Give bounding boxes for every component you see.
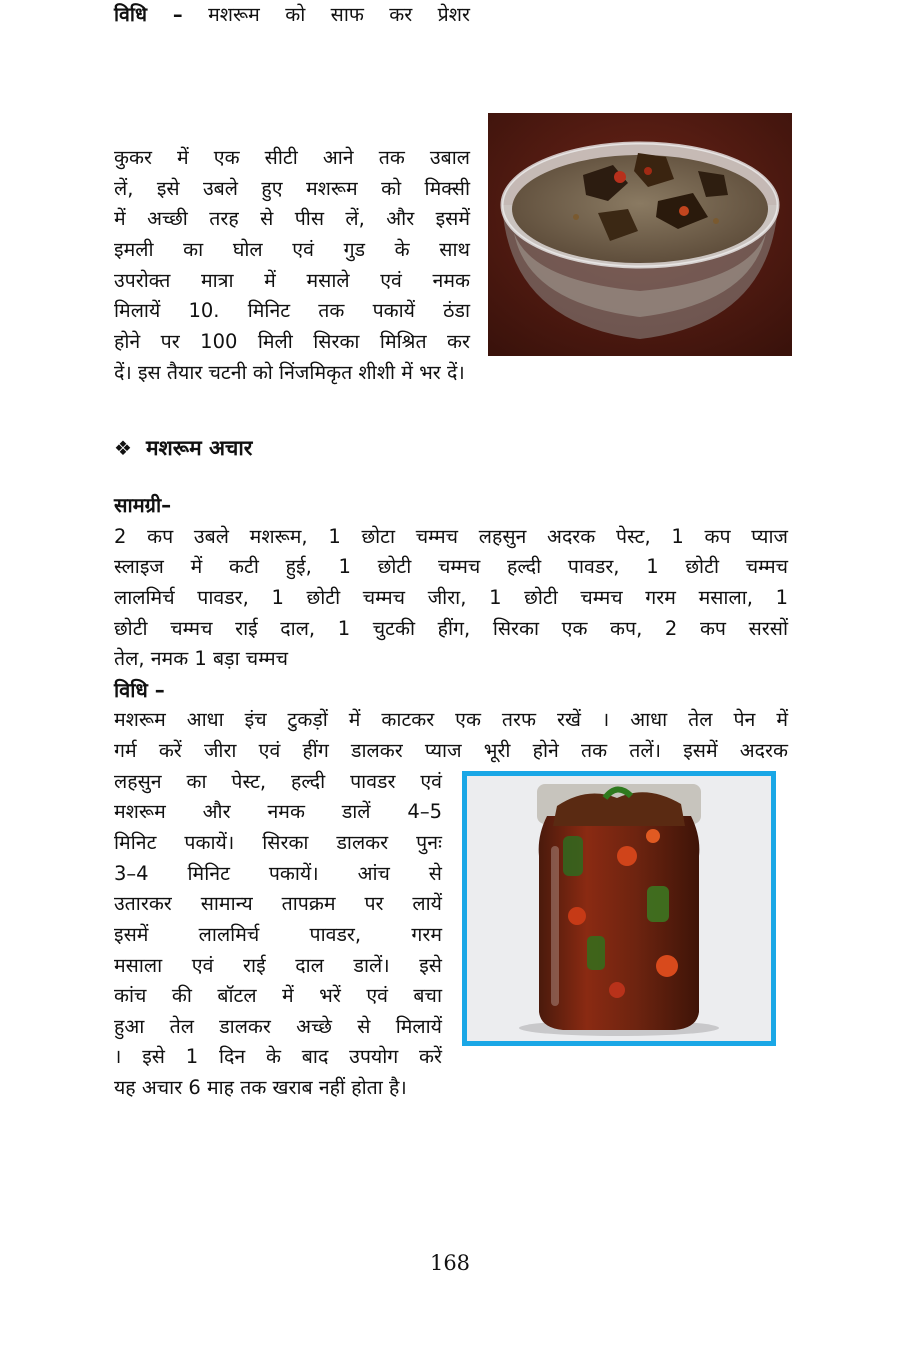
method1-line-1: विधि – मशरूम को साफ कर प्रेशर <box>114 3 470 26</box>
method2-label: विधि – <box>114 678 165 702</box>
method1-line-4: में अच्छी तरह से पीस लें, और इसमें <box>114 207 470 230</box>
method2-line-11: हुआ तेल डालकर अच्छे से मिलायें <box>114 1015 442 1038</box>
ingredients-line-4: छोटी चम्मच राई दाल, 1 चुटकी हींग, सिरका एक कप, 2 कप सरसों <box>114 617 788 640</box>
method2-line-4: मशरूम और नमक डालें 4–5 <box>114 800 442 823</box>
method1-line-8: होने पर 100 मिली सिरका मिश्रित कर <box>114 330 470 353</box>
method2-line-13: यह अचार 6 माह तक खराब नहीं होता है। <box>114 1076 407 1099</box>
method2-line-12: । इसे 1 दिन के बाद उपयोग करें <box>114 1045 442 1068</box>
ingredients-line-5: तेल, नमक 1 बड़ा चम्मच <box>114 647 289 670</box>
method1-line-7: मिलायें 10. मिनिट तक पकायें ठंडा <box>114 299 470 322</box>
method1-label: विधि – <box>114 3 183 26</box>
method2-line-5: मिनिट पकायें। सिरका डालकर पुनः <box>114 831 442 854</box>
method2-line-10: कांच की बॉटल में भरें एवं बचा <box>114 984 442 1007</box>
ingredients-line-1: 2 कप उबले मशरूम, 1 छोटा चम्मच लहसुन अदरक पेस्ट, 1 कप प्याज <box>114 525 788 548</box>
ingredients-line-2: स्लाइज में कटी हुई, 1 छोटी चम्मच हल्दी पावडर, 1 छोटी चम्मच <box>114 555 788 578</box>
method1-line-2: कुकर में एक सीटी आने तक उबाल <box>114 146 470 169</box>
ingredients-line-3: लालमिर्च पावडर, 1 छोटी चम्मच जीरा, 1 छोटी चम्मच गरम मसाला, 1 <box>114 586 788 609</box>
section-title: मशरूम अचार <box>145 436 253 460</box>
page-number: 168 <box>429 1251 471 1275</box>
method2-line-8: इसमें लालमिर्च पावडर, गरम <box>114 923 442 946</box>
method1-line-5: इमली का घोल एवं गुड के साथ <box>114 238 470 261</box>
diamond-bullet-icon: ❖ <box>114 436 132 460</box>
section-heading <box>114 432 252 464</box>
mushroom-pickle-jar-photo <box>462 771 776 1046</box>
mushroom-chutney-photo <box>488 113 792 356</box>
ingredients-label: सामग्री– <box>114 493 172 517</box>
method2-line-9: मसाला एवं राई दाल डालें। इसे <box>114 954 442 977</box>
method2-line-3: लहसुन का पेस्ट, हल्दी पावडर एवं <box>114 770 442 793</box>
method2-line-6: 3–4 मिनिट पकायें। आंच से <box>114 862 442 885</box>
method1-line-6: उपरोक्त मात्रा में मसाले एवं नमक <box>114 269 470 292</box>
method2-line-1: मशरूम आधा इंच टुकड़ों में काटकर एक तरफ रखें । आधा तेल पेन में <box>114 708 788 731</box>
method1-line-3: लें, इसे उबले हुए मशरूम को मिक्सी <box>114 177 470 200</box>
method1-line-9: दें। इस तैयार चटनी को निंजमिकृत शीशी में भर दें। <box>114 361 465 384</box>
method2-line-2: गर्म करें जीरा एवं हींग डालकर प्याज भूरी होने तक तलें। इसमें अदरक <box>114 739 788 762</box>
method2-line-7: उतारकर सामान्य तापक्रम पर लायें <box>114 892 442 915</box>
